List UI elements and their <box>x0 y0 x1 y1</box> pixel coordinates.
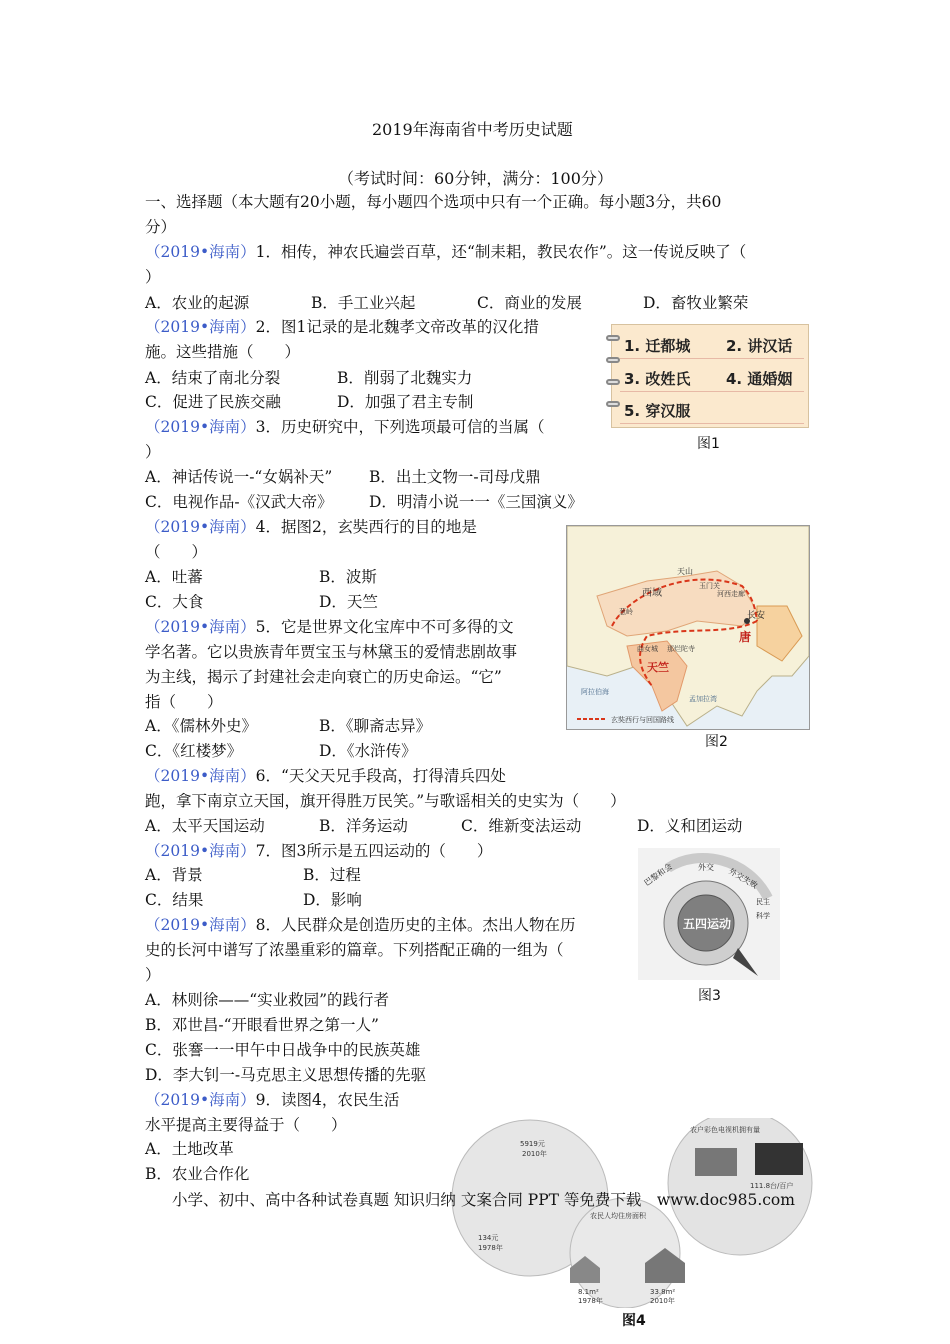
page-title: 2019年海南省中考历史试题 <box>372 120 573 139</box>
footer-text: 小学、初中、高中各种试卷真题 知识归纳 文案合同 PPT 等免费下载 www.doc985.com <box>172 1191 795 1209</box>
section-header-cont: 分） <box>145 218 177 236</box>
figure-3-caption: 图3 <box>698 988 721 1004</box>
source-tag: （2019•海南） <box>145 842 256 860</box>
question-4-options-cd <box>145 591 378 613</box>
option-c[interactable]: C．结果 <box>145 891 204 909</box>
option-a[interactable]: A．土地改革 <box>145 1140 234 1158</box>
option-a[interactable]: A．农业的起源 <box>145 294 250 312</box>
figure-1-caption: 图1 <box>697 436 720 452</box>
source-tag: （2019•海南） <box>145 916 256 934</box>
map-label-bay-bengal: 孟加拉湾 <box>689 695 717 703</box>
fig3-label-democracy: 民主 <box>756 898 770 906</box>
question-9: （2019•海南）9．读图4，农民生活 <box>145 1091 400 1109</box>
option-c[interactable]: C．张謇一一甲午中日战争中的民族英雄 <box>145 1041 421 1059</box>
fig4-tv-value: 111.8台/百户 <box>750 1182 794 1190</box>
map-label-changan: 长安 <box>747 611 766 621</box>
reform-item-1: 1. 迁都城 <box>624 337 691 355</box>
reform-item-5: 5. 穿汉服 <box>624 402 691 420</box>
source-tag: （2019•海南） <box>145 318 256 336</box>
map-label-nalanda: 那烂陀寺 <box>667 645 695 653</box>
reform-item-4: 4. 通婚姻 <box>726 370 793 388</box>
question-4-cont: （ ） <box>145 543 208 561</box>
question-3-options-ab <box>145 466 541 488</box>
question-3-options-cd <box>145 491 583 513</box>
question-7-options-cd <box>145 889 362 911</box>
question-2-cont: 施。这些措施（ ） <box>145 343 301 361</box>
figure-1-notebook <box>611 324 809 428</box>
option-d[interactable]: D．影响 <box>303 891 362 909</box>
question-5-cont-1: 学名著。它以贵族青年贾宝玉与林黛玉的爱情悲剧故事 <box>145 643 518 661</box>
fig4-housing-2010: 33.8m² <box>650 1288 676 1296</box>
fig3-label-diplomacy: 外交 <box>698 863 714 872</box>
fig3-label-paris: 巴黎和会 <box>642 861 674 888</box>
map-label-tianzhu: 天竺 <box>647 661 669 674</box>
option-b[interactable]: B．农业合作化 <box>145 1165 250 1183</box>
option-a[interactable]: A．太平天国运动 <box>145 817 265 835</box>
figure-4-caption: 图4 <box>622 1313 646 1329</box>
question-5-cont-3: 指（ ） <box>145 693 223 711</box>
option-c[interactable]: C．促进了民族交融 <box>145 393 281 411</box>
option-a[interactable]: A．林则徐——“实业救园”的践行者 <box>145 991 390 1009</box>
figure-2-map <box>566 525 810 730</box>
fig4-tv-title: 农户彩色电视机拥有量 <box>690 1126 760 1134</box>
fig3-label-failure: 外交失败 <box>726 866 760 891</box>
fig4-year-1978a: 1978年 <box>478 1244 503 1252</box>
option-d[interactable]: D．天竺 <box>319 593 378 611</box>
option-a[interactable]: A．《儒林外史》 <box>145 717 257 735</box>
question-1: （2019•海南）1．相传，神农氏遍尝百草，还“制耒耜，教民农作”。这一传说反映了（ <box>145 243 747 261</box>
question-8-cont-1: 史的长河中谱写了浓墨重彩的篇章。下列搭配正确的一组为（ <box>145 941 564 959</box>
option-d[interactable]: D．李大钊一-马克思主义思想传播的先驱 <box>145 1066 427 1084</box>
question-3-cont: ） <box>145 443 161 461</box>
option-b[interactable]: B．邓世昌-“开眼看世界之第一人” <box>145 1016 379 1034</box>
fig4-income-2010: 5919元 <box>520 1140 545 1148</box>
fig4-income-1978: 134元 <box>478 1234 499 1242</box>
option-b[interactable]: B．削弱了北魏实力 <box>337 369 473 387</box>
option-a[interactable]: A．背景 <box>145 866 203 884</box>
question-5-options-ab <box>145 715 431 737</box>
source-tag: （2019•海南） <box>145 1091 256 1109</box>
option-c[interactable]: C．电视作品-《汉武大帝》 <box>145 493 333 511</box>
option-c[interactable]: C．大食 <box>145 593 204 611</box>
map-label-arabian-sea: 阿拉伯海 <box>581 688 609 696</box>
question-4-options-ab <box>145 566 377 588</box>
option-b[interactable]: B．出土文物一-司母戊鼎 <box>369 468 541 486</box>
question-4: （2019•海南）4．据图2，玄奘西行的目的地是 <box>145 518 477 536</box>
source-tag: （2019•海南） <box>145 518 256 536</box>
question-2-options-ab <box>145 367 472 389</box>
map-label-tang: 唐 <box>739 630 752 644</box>
question-3: （2019•海南）3．历史研究中，下列选项最可信的当属（ <box>145 418 545 436</box>
fig4-year-2010a: 2010年 <box>522 1150 547 1158</box>
option-b[interactable]: B．手工业兴起 <box>311 294 416 312</box>
reform-item-3: 3. 改姓氏 <box>624 370 691 388</box>
option-d[interactable]: D．明清小说一一《三国演义》 <box>369 493 583 511</box>
fig4-year-2010b: 2010年 <box>650 1297 675 1305</box>
question-8-cont-2: ） <box>145 966 161 984</box>
question-2: （2019•海南）2．图1记录的是北魏孝文帝改革的汉化措 <box>145 318 539 336</box>
option-d[interactable]: D．义和团运动 <box>637 817 743 835</box>
fig4-housing-1978: 8.1m² <box>578 1288 599 1296</box>
question-8: （2019•海南）8．人民群众是创造历史的主体。杰出人物在历 <box>145 916 576 934</box>
option-b[interactable]: B．过程 <box>303 866 361 884</box>
figure-4-infographic <box>450 1118 815 1308</box>
option-c[interactable]: C．维新变法运动 <box>461 817 582 835</box>
option-a[interactable]: A．吐蕃 <box>145 568 203 586</box>
fig4-year-1978b: 1978年 <box>578 1297 603 1305</box>
question-7-options-ab <box>145 864 361 886</box>
question-1-cont: ） <box>145 268 161 286</box>
map-label-congling: 葱岭 <box>619 608 633 616</box>
question-6-cont: 跑，拿下南京立天国，旗开得胜万民笑。”与歌谣相关的史实为（ ） <box>145 792 626 810</box>
figure-2-caption: 图2 <box>705 734 728 750</box>
question-5: （2019•海南）5．它是世界文化宝库中不可多得的文 <box>145 618 514 636</box>
option-a[interactable]: A．结束了南北分裂 <box>145 369 281 387</box>
option-d[interactable]: D．加强了君主专制 <box>337 393 474 411</box>
notebook-rings <box>606 335 620 419</box>
option-b[interactable]: B．《聊斋志异》 <box>319 717 432 735</box>
exam-info: （考试时间：60分钟，满分：100分） <box>338 169 613 188</box>
question-1-options <box>145 292 748 314</box>
map-label-hexi: 河西走廊 <box>717 590 745 598</box>
option-d[interactable]: D．畜牧业繁荣 <box>643 294 749 312</box>
question-9-cont: 水平提高主要得益于（ ） <box>145 1116 347 1134</box>
reform-item-2: 2. 讲汉话 <box>726 337 793 355</box>
source-tag: （2019•海南） <box>145 767 256 785</box>
source-tag: （2019•海南） <box>145 418 256 436</box>
question-5-cont-2: 为主线，揭示了封建社会走向衰亡的历史命运。“它” <box>145 668 502 686</box>
option-d[interactable]: D．《水浒传》 <box>319 742 417 760</box>
option-a[interactable]: A．神话传说一-“女娲补天” <box>145 468 333 486</box>
option-c[interactable]: C．《红楼梦》 <box>145 742 243 760</box>
question-6: （2019•海南）6．“天父天兄手段高，打得清兵四处 <box>145 767 506 785</box>
question-6-options <box>145 815 742 837</box>
map-label-yumenguan: 玉门关 <box>699 582 720 590</box>
option-c[interactable]: C．商业的发展 <box>477 294 582 312</box>
option-b[interactable]: B．洋务运动 <box>319 817 408 835</box>
map-label-qunucheng: 曲女城 <box>637 645 658 653</box>
option-b[interactable]: B．波斯 <box>319 568 377 586</box>
source-tag: （2019•海南） <box>145 618 256 636</box>
fig3-label-science: 科学 <box>756 912 770 920</box>
question-7: （2019•海南）7．图3所示是五四运动的（ ） <box>145 842 493 860</box>
map-label-tianshan: 天山 <box>677 567 693 576</box>
fig4-housing-title: 农民人均住房面积 <box>590 1212 646 1220</box>
source-tag: （2019•海南） <box>145 243 256 261</box>
question-5-options-cd <box>145 740 417 762</box>
map-legend: 玄奘西行与回国路线 <box>611 716 674 724</box>
fig3-center: 五四运动 <box>683 917 732 931</box>
figure-3-diagram <box>638 848 780 980</box>
question-2-options-cd <box>145 391 473 413</box>
section-header: 一、选择题（本大题有20小题，每小题四个选项中只有一个正确。每小题3分，共60 <box>145 193 722 211</box>
map-label-xiyu: 西域 <box>642 588 662 599</box>
